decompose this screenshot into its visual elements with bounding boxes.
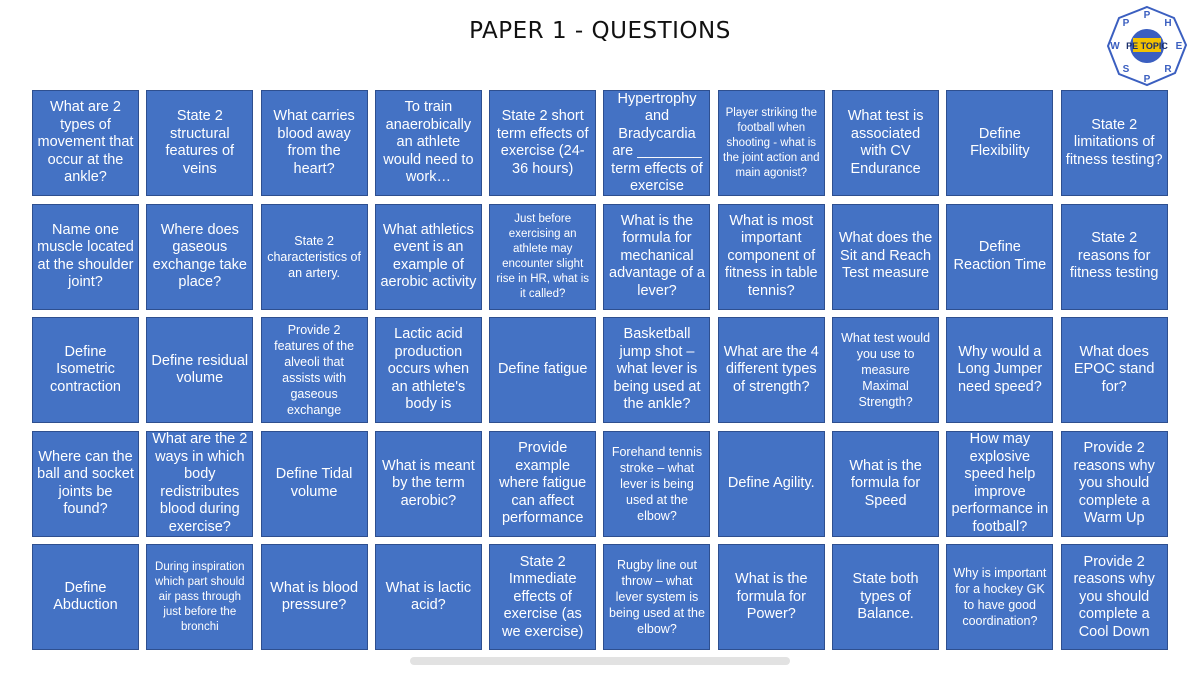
question-text: Just before exercising an athlete may encounter slight rise in HR, what is it called? [496,212,590,300]
question-text: What does the Sit and Reach Test measure [838,230,933,282]
question-text: Lactic acid production occurs when an athlete's body is [387,326,470,413]
question-card[interactable] [489,544,596,650]
question-card[interactable] [946,204,1053,310]
question-text: What test would you use to measure Maximal Strength? [841,331,931,410]
question-text: To train anaerobically an athlete would need to work… [383,99,474,186]
question-text: What is the formula for Speed [849,457,922,509]
question-card[interactable] [603,544,710,650]
question-text: State 2 short term effects of exercise (24-36 hours) [496,108,589,177]
question-card[interactable] [603,317,710,423]
question-text: State 2 limitations of fitness testing? [1065,116,1163,168]
question-text: Rugby line out throw – what lever system is being used at the elbow? [609,558,705,637]
question-card[interactable] [1061,90,1168,196]
question-card[interactable] [261,317,368,423]
question-card[interactable] [146,317,253,423]
question-card[interactable] [1061,431,1168,537]
question-card[interactable] [832,90,939,196]
question-text: Define Flexibility [970,125,1030,159]
question-text: Hypertrophy and Bradycardia are ________ term effects of exercise [611,90,703,194]
question-text: What is lactic acid? [385,579,472,614]
question-card[interactable] [489,317,596,423]
question-card[interactable] [375,90,482,196]
question-text: During inspiration which part should air pass through just before the bronchi [155,560,245,633]
question-card[interactable] [832,544,939,650]
question-card[interactable] [946,317,1053,423]
question-text: State 2 reasons for fitness testing [1069,230,1159,282]
question-text: Name one muscle located at the shoulder joint? [37,221,134,291]
question-text: Define Reaction Time [953,239,1047,273]
question-card[interactable] [1061,544,1168,650]
question-text: What does EPOC stand for? [1073,343,1155,395]
page-title: PAPER 1 - QUESTIONS [469,18,731,44]
question-text: What is the formula for mechanical advantage of a lever? [609,212,705,299]
question-card[interactable] [32,317,139,423]
question-text: Provide 2 features of the alveoli that assists with gaseous exchange [274,323,355,418]
question-text: Provide 2 reasons why you should complete a Cool Down [1073,553,1155,640]
question-text: State 2 Immediate effects of exercise (as we exercise) [501,553,584,640]
question-card[interactable] [1061,204,1168,310]
question-card[interactable] [946,544,1053,650]
question-card[interactable] [32,204,139,310]
logo-letter: P [1143,10,1151,21]
pe-logo-icon [1104,4,1190,90]
question-text: What is the formula for Power? [735,571,808,623]
question-card[interactable] [603,431,710,537]
question-card[interactable] [375,204,482,310]
question-card[interactable] [1061,317,1168,423]
question-text: Provide 2 reasons why you should complete a Warm Up [1073,440,1155,527]
question-card[interactable] [375,431,482,537]
question-card[interactable] [832,431,939,537]
question-card[interactable] [32,544,139,650]
question-text: Where can the ball and socket joints be found? [37,448,134,518]
question-text: What test is associated with CV Endurance [847,108,924,177]
question-card[interactable] [603,90,710,196]
question-text: What are the 2 ways in which body redistributes blood during exercise? [152,431,248,535]
question-text: State 2 structural features of veins [165,108,235,177]
question-card[interactable] [261,204,368,310]
question-card[interactable] [718,431,825,537]
question-card[interactable] [32,90,139,196]
question-card[interactable] [718,544,825,650]
question-card[interactable] [718,317,825,423]
logo-letter: R [1164,64,1172,75]
question-text: Define Isometric contraction [50,343,121,395]
question-card[interactable] [832,204,939,310]
question-card[interactable] [832,317,939,423]
question-card[interactable] [146,544,253,650]
question-card[interactable] [489,431,596,537]
question-text: What is most important component of fitness in table tennis? [724,212,818,299]
question-card[interactable] [718,204,825,310]
question-text: Player striking the football when shooting - what is the joint action and main agonist? [723,106,820,179]
question-card[interactable] [718,90,825,196]
question-card[interactable] [146,90,253,196]
question-text: Why would a Long Jumper need speed? [957,343,1043,395]
question-card[interactable] [489,90,596,196]
question-card[interactable] [261,90,368,196]
question-text: Basketball jump shot – what lever is being used at the ankle? [613,326,701,413]
question-text: What is blood pressure? [270,579,359,614]
question-card[interactable] [146,204,253,310]
question-text: How may explosive speed help improve performance in football? [951,431,1049,535]
logo-center-text: PE TOPIC [1126,41,1168,51]
question-text: Define Agility. [727,475,815,492]
question-card[interactable] [32,431,139,537]
question-text: Define residual volume [151,352,249,387]
logo-letter: E [1175,41,1183,52]
horizontal-scrollbar[interactable] [410,657,790,665]
question-card[interactable] [946,431,1053,537]
question-card[interactable] [375,317,482,423]
question-grid [32,90,1168,650]
question-text: What are 2 types of movement that occur at the ankle? [37,99,134,186]
logo-letter: P [1143,74,1151,85]
question-card[interactable] [261,544,368,650]
question-text: Where does gaseous exchange take place? [152,221,247,291]
logo-letter: W [1110,41,1120,52]
question-text: Why is important for a hockey GK to have good coordination? [953,566,1047,629]
question-card[interactable] [146,431,253,537]
question-card[interactable] [489,204,596,310]
question-text: Define fatigue [497,361,588,378]
question-card[interactable] [946,90,1053,196]
question-text: State both types of Balance. [852,571,919,623]
question-text: Forehand tennis stroke – what lever is being used at the elbow? [611,444,703,523]
question-text: What is meant by the term aerobic? [382,457,475,509]
question-card[interactable] [603,204,710,310]
question-card[interactable] [261,431,368,537]
question-text: Provide example where fatigue can affect performance [499,440,587,527]
question-text: What are the 4 different types of strength? [723,343,819,395]
logo-letter: P [1122,18,1130,29]
logo-letter: H [1164,18,1172,29]
question-text: What athletics event is an example of aerobic activity [380,221,477,291]
question-text: State 2 characteristics of an artery. [267,233,361,280]
logo-letter: S [1122,64,1130,75]
question-text: What carries blood away from the heart? [273,108,355,177]
question-card[interactable] [375,544,482,650]
question-text: Define Tidal volume [275,466,353,500]
question-text: Define Abduction [53,579,118,614]
